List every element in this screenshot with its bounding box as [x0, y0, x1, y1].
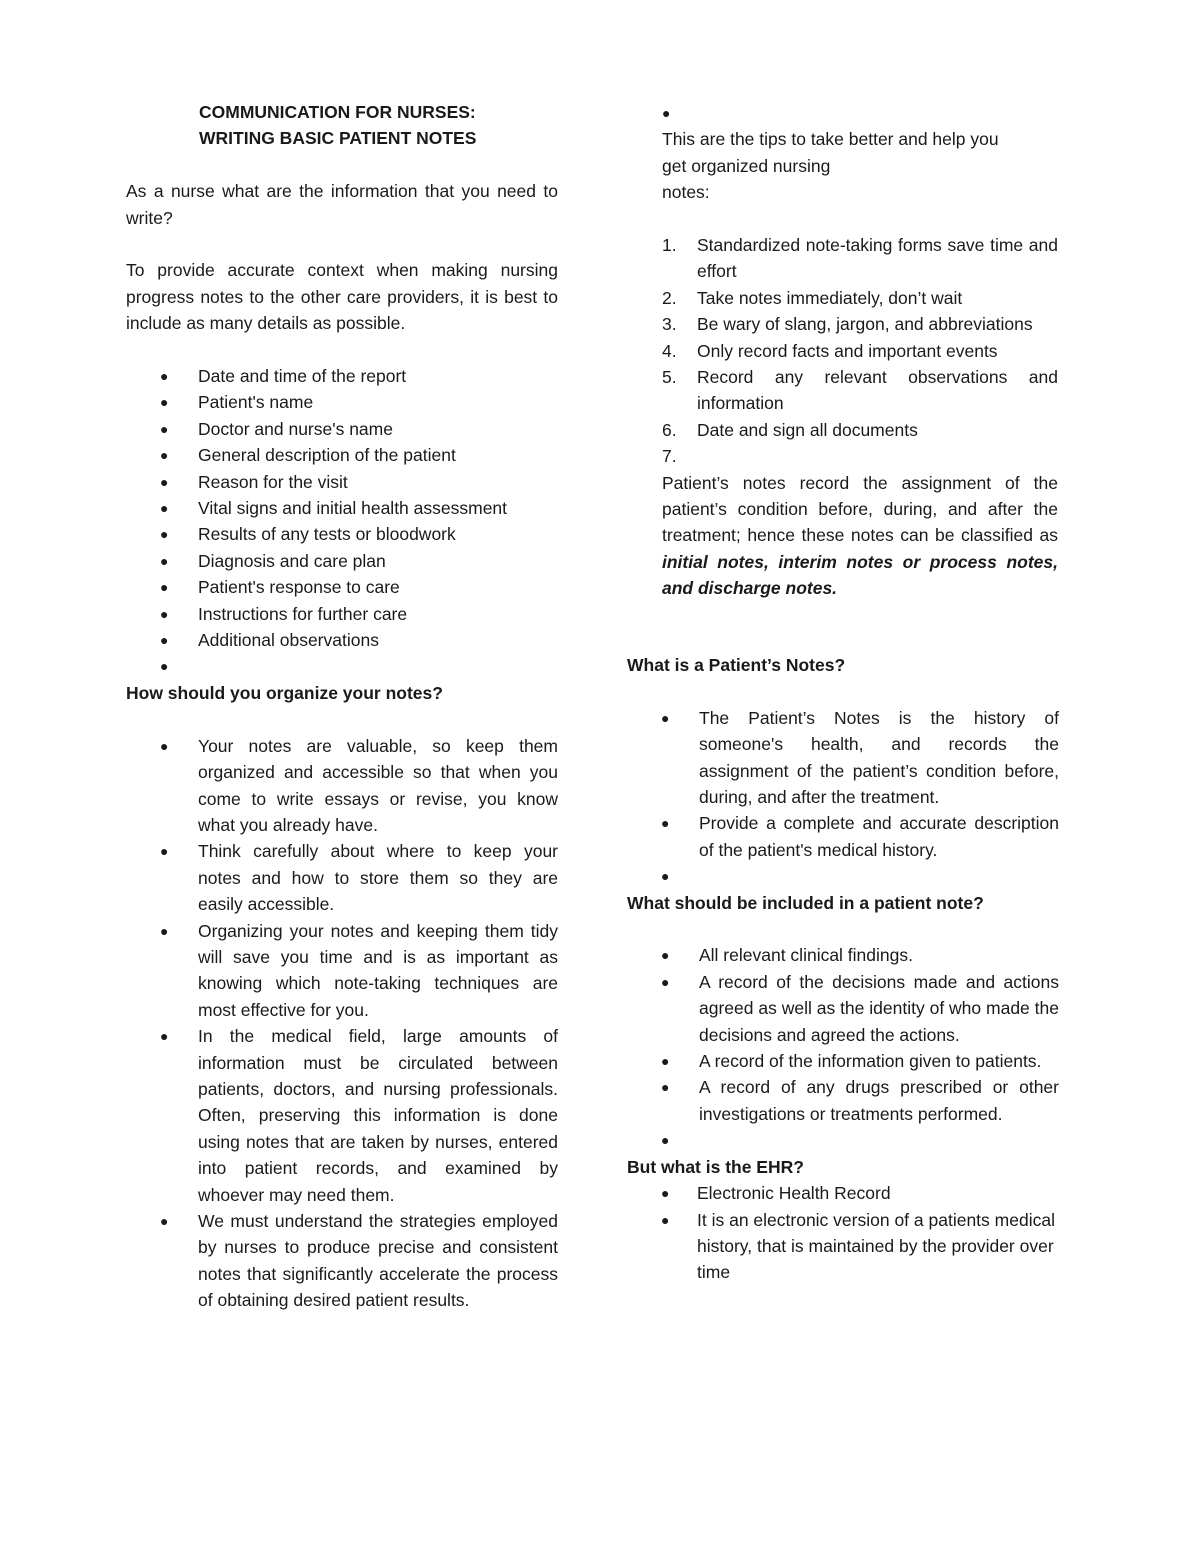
bullet-icon: ● — [661, 1185, 670, 1202]
list-item: ● Think carefully about where to keep your notes and how to store them so they are easily accessible. — [126, 838, 558, 917]
intro-paragraph: To provide accurate context when making nursing progress notes to the other care providers, it is best to include as many details as possible. — [126, 260, 558, 334]
list-item: 2. Take notes immediately, don’t wait — [662, 287, 963, 308]
list-item: ● A record of any drugs prescribed or other investigations or treatments performed. — [627, 1074, 1059, 1127]
list-item: ● Electronic Health Record — [627, 1180, 1059, 1206]
record-emphasis: initial notes, interim notes or process notes, and discharge notes. — [662, 551, 1058, 599]
bullet-icon: ● — [661, 1079, 670, 1096]
bullet-icon: ● — [160, 1213, 169, 1229]
list-item: ● Diagnosis and care plan — [126, 548, 558, 574]
bullet-icon: ● — [160, 394, 169, 411]
bullet-icon: ● — [160, 632, 169, 649]
list-item-empty — [126, 653, 558, 679]
what-heading: What is a Patient’s Notes? — [627, 655, 846, 675]
bullet-icon: ● — [661, 868, 670, 885]
list-item: 6. Date and sign all documents — [662, 419, 918, 440]
ehr-heading: But what is the EHR? — [627, 1156, 804, 1177]
bullet-icon: ● — [160, 447, 169, 464]
bullet-icon: ● — [160, 473, 169, 490]
intro-question: As a nurse what are the information that you need to write? — [126, 181, 558, 228]
list-item: 3. Be wary of slang, jargon, and abbreviations — [662, 314, 1033, 335]
list-item: ● In the medical field, large amounts of information must be circulated between patients, doctors, and nursing professionals. Often, preserving this information is done using notes that are taken by nurses, entered into patient records, and examined by whoever may need them. — [126, 1023, 558, 1208]
bullet-icon: ● — [160, 1028, 169, 1045]
list-item: ● Patient's name — [126, 389, 558, 415]
ehr-list — [627, 1180, 1059, 1286]
bullet-icon: ● — [160, 526, 169, 543]
list-item: ● Vital signs and initial health assessment — [126, 495, 558, 521]
list-item: ● Patient's response to care — [126, 574, 558, 600]
bullet-icon: ● — [661, 1132, 670, 1149]
bullet-icon: ● — [160, 605, 169, 622]
bullet-icon: ● — [661, 1211, 670, 1228]
list-item: 1. Standardized note-taking forms save time and effort — [662, 235, 1058, 282]
list-item: ● Reason for the visit — [126, 469, 558, 495]
bullet-icon: ● — [661, 973, 670, 990]
list-item: ● Date and time of the report — [126, 363, 558, 389]
list-item: 5. Record any relevant observations and information — [662, 367, 1058, 414]
tips-intro-line-3: notes: — [662, 182, 710, 203]
list-item: ● Results of any tests or bloodwork — [126, 521, 558, 547]
list-item: ● All relevant clinical findings. — [627, 942, 1059, 968]
bullet-icon: ● — [160, 843, 169, 860]
bullet-icon: ● — [160, 420, 169, 437]
details-list — [126, 363, 558, 680]
list-item: ● General description of the patient — [126, 442, 558, 468]
what-list — [627, 705, 1059, 890]
bullet-icon: ● — [160, 368, 169, 385]
list-item: ● Doctor and nurse's name — [126, 416, 558, 442]
list-item: ● Instructions for further care — [126, 601, 558, 627]
bullet-icon: ● — [160, 658, 169, 675]
bullet-icon: ● — [160, 737, 169, 754]
right-column-top — [662, 99, 1058, 602]
list-item-empty — [627, 1127, 1059, 1153]
bullet-icon: ● — [662, 105, 671, 121]
document-title-line-2: WRITING BASIC PATIENT NOTES — [199, 128, 477, 149]
tips-intro-line-1: This are the tips to take better and help you — [662, 129, 999, 150]
bullet-icon: ● — [661, 709, 670, 726]
list-item: 7. — [662, 446, 677, 467]
tips-intro-line-2: get organized nursing — [662, 155, 831, 176]
included-heading: What should be included in a patient note? — [627, 892, 984, 913]
tips-list — [662, 232, 1058, 470]
organize-list — [126, 733, 558, 1314]
bullet-icon: ● — [160, 552, 169, 569]
bullet-icon: ● — [160, 500, 169, 517]
record-paragraph: Patient’s notes record the assignment of the patient’s condition before, during, and after the treatment; hence these notes can be classified as initial notes, interim notes or process notes, and discharge notes. — [662, 472, 1058, 599]
list-item: 4. Only record facts and important events — [662, 340, 998, 361]
left-column — [126, 99, 558, 1314]
document-title-line-1: COMMUNICATION FOR NURSES: — [199, 102, 476, 122]
list-item: ● It is an electronic version of a patients medical history, that is maintained by the provider over time — [627, 1207, 1059, 1286]
list-item: ● We must understand the strategies employed by nurses to produce precise and consistent notes that significantly accelerate the process of obtaining desired patient results. — [126, 1208, 558, 1314]
list-item: ● Provide a complete and accurate description of the patient's medical history. — [627, 810, 1059, 863]
list-item: ● The Patient’s Notes is the history of someone's health, and records the assignment of the patient’s condition before, during, and after the treatment. — [627, 705, 1059, 811]
organize-heading: How should you organize your notes? — [126, 682, 443, 703]
bullet-icon: ● — [160, 579, 169, 596]
list-item: ● A record of the information given to patients. — [627, 1048, 1059, 1074]
list-item: ● Additional observations — [126, 627, 558, 653]
bullet-icon: ● — [661, 1053, 670, 1070]
leading-bullet — [662, 99, 1058, 126]
list-item: ● Organizing your notes and keeping them tidy will save you time and is as important as knowing which note-taking techniques are most effective for you. — [126, 918, 558, 1024]
bullet-icon: ● — [160, 922, 169, 939]
bullet-icon: ● — [661, 815, 670, 832]
list-item: ● A record of the decisions made and actions agreed as well as the identity of who made the decisions and agreed the actions. — [627, 969, 1059, 1048]
list-item: ● Your notes are valuable, so keep them organized and accessible so that when you come to write essays or revise, you know what you already have. — [126, 733, 558, 839]
list-item-empty — [627, 863, 1059, 889]
bullet-icon: ● — [661, 947, 670, 964]
included-list — [627, 942, 1059, 1153]
right-column-bottom — [627, 652, 1059, 1286]
